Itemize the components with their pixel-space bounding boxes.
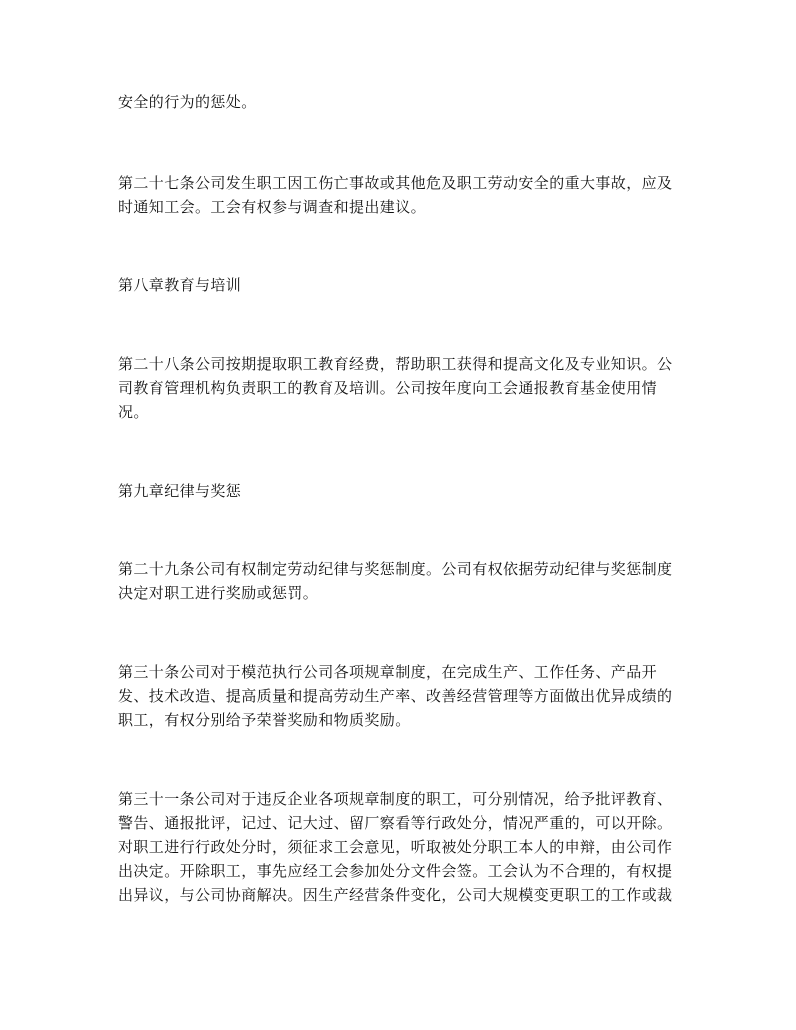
chapter-8-heading: 第八章教育与培训 — [118, 276, 242, 294]
article-28-text: 第二十八条公司按期提取职工教育经费，帮助职工获得和提高文化及专业知识。公 司教育管理机构负责职工的教育及培训。公司按年度向工会通报教育基金使用情 况。 — [118, 355, 673, 421]
article-31-text: 第三十一条公司对于违反企业各项规章制度的职工，可分别情况，给予批评教育、 警告、通报批评，记过、记大过、留厂察看等行政处分，情况严重的，可以开除。 对职工进行行政处分时，须征求工会意见，听取被处分职工本人的申辩，由公司作 出决定。开除职工，事先应经工会参加处分文件会签。工会认为不合理的，有权提 出异议，与公司协商解决。因生产经营条件变化，公司大规模变更职工的工作或裁 — [118, 790, 673, 904]
article-27-text: 第二十七条公司发生职工因工伤亡事故或其他危及职工劳动安全的重大事故，应及 时通知工会。工会有权参与调查和提出建议。 — [118, 174, 673, 216]
chapter-9-heading: 第九章纪律与奖惩 — [118, 482, 242, 500]
article-29-text: 第二十九条公司有权制定劳动纪律与奖惩制度。公司有权依据劳动纪律与奖惩制度 决定对职工进行奖励或惩罚。 — [118, 560, 673, 602]
paragraph-text: 安全的行为的惩处。 — [118, 93, 257, 111]
article-30-text: 第三十条公司对于模范执行公司各项规章制度，在完成生产、工作任务、产品开 发、技术改造、提高质量和提高劳动生产率、改善经营管理等方面做出优异成绩的 职工，有权分别给予荣誉奖励和物质奖励。 — [118, 663, 673, 729]
